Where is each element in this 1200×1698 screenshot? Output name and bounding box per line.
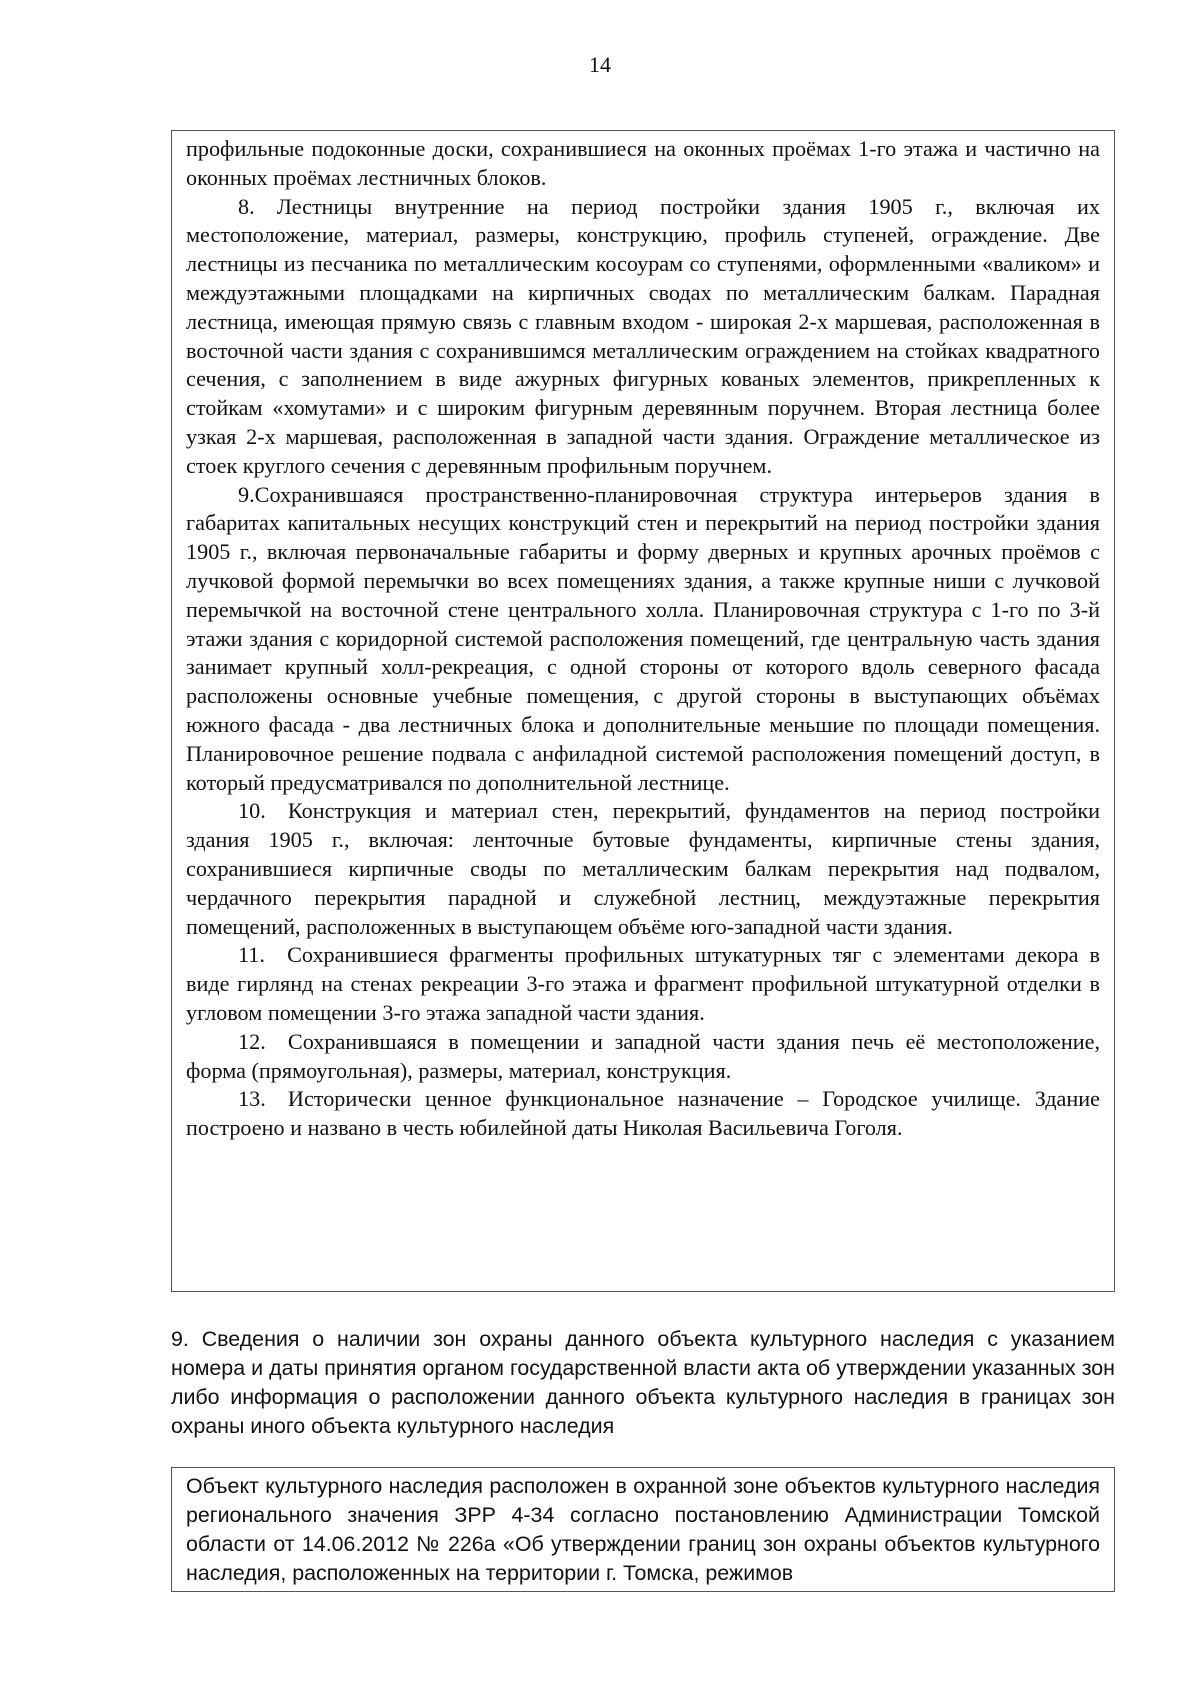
paragraph-item-8: 8. Лестницы внутренние на период постройки здания 1905 г., включая их местоположение, материал, размеры, конструкцию, профиль ступеней, ограждение. Две лестницы из песчаника по металлическим косоурам со ступенями, оформленными «валиком» и междуэтажными площадками на кирпичных сводах по металлическим балкам. Парадная лестница, имеющая прямую связь с главным входом - широкая 2-х маршевая, расположенная в восточной части здания с сохранившимся металлическим ограждением на стойках квадратного сечения, с заполнением в виде ажурных фигурных кованых элементов, прикрепленных к стойкам «хомутами» и с широким фигурным деревянным поручнем. Вторая лестница более узкая 2-х маршевая, расположенная в западной части здания. Ограждение металлическое из стоек круглого сечения с деревянным профильным поручнем.: [186, 193, 1100, 478]
protected-features-box: [171, 130, 1115, 1292]
paragraph-item-11: 11. Сохранившиеся фрагменты профильных штукатурных тяг с элементами декора в виде гирлянд на стенах рекреации 3-го этажа и фрагмент профильной штукатурной отделки в угловом помещении 3-го этажа западной части здания.: [186, 942, 1100, 1025]
paragraph-item-10: 10. Конструкция и материал стен, перекрытий, фундаментов на период постройки здания 1905 г., включая: ленточные бутовые фундаменты, кирпичные стены здания, сохранившиеся кирпичные своды по металлическим балкам перекрытия над подвалом, чердачного перекрытия парадной и служебной лестниц, междуэтажные перекрытия помещений, расположенных в выступающем объёме юго-западной части здания.: [186, 798, 1100, 939]
protection-zones-text: Объект культурного наследия расположен в охранной зоне объектов культурного наследия регионального значения ЗРР 4-34 согласно постановлению Администрации Томской области от 14.06.2012 № 226а «Об утверждении границ зон охраны объектов культурного наследия, расположенных на территории г. Томска, режимов: [186, 1474, 1100, 1585]
section-9-heading: 9. Сведения о наличии зон охраны данного объекта культурного наследия с указанием номера и даты принятия органом государственной власти акта об утверждении указанных зон либо информация о расположении данного объекта культурного наследия в границах зон охраны иного объекта культурного наследия: [171, 1327, 1115, 1438]
protection-zones-box: [171, 1467, 1115, 1592]
page-number: 14: [589, 52, 611, 77]
paragraph-item-12: 12. Сохранившаяся в помещении и западной части здания печь её местоположение, форма (прямоугольная), размеры, материал, конструкция.: [186, 1028, 1100, 1083]
paragraph-continuation: профильные подоконные доски, сохранившиеся на оконных проёмах 1-го этажа и частично на оконных проёмах лестничных блоков.: [186, 136, 1100, 190]
paragraph-item-13: 13. Исторически ценное функциональное назначение – Городское училище. Здание построено и названо в честь юбилейной даты Николая Васильевича Гоголя.: [186, 1086, 1100, 1141]
paragraph-item-9: 9.Сохранившаяся пространственно-планировочная структура интерьеров здания в габаритах капитальных несущих конструкций стен и перекрытий на период постройки здания 1905 г., включая первоначальные габариты и форму дверных и крупных арочных проёмов с лучковой формой перемычки во всех помещениях здания, а также крупные ниши с лучковой перемычкой на восточной стене центрального холла. Планировочная структура с 1-го по 3-й этажи здания с коридорной системой расположения помещений, где центральную часть здания занимает крупный холл-рекреация, с одной стороны от которого вдоль северного фасада расположены основные учебные помещения, с другой стороны в выступающих объёмах южного фасада - два лестничных блока и дополнительные меньшие по площади помещения. Планировочное решение подвала с анфиладной системой расположения помещений доступ, в который предусматривался по дополнительной лестнице.: [186, 481, 1100, 795]
